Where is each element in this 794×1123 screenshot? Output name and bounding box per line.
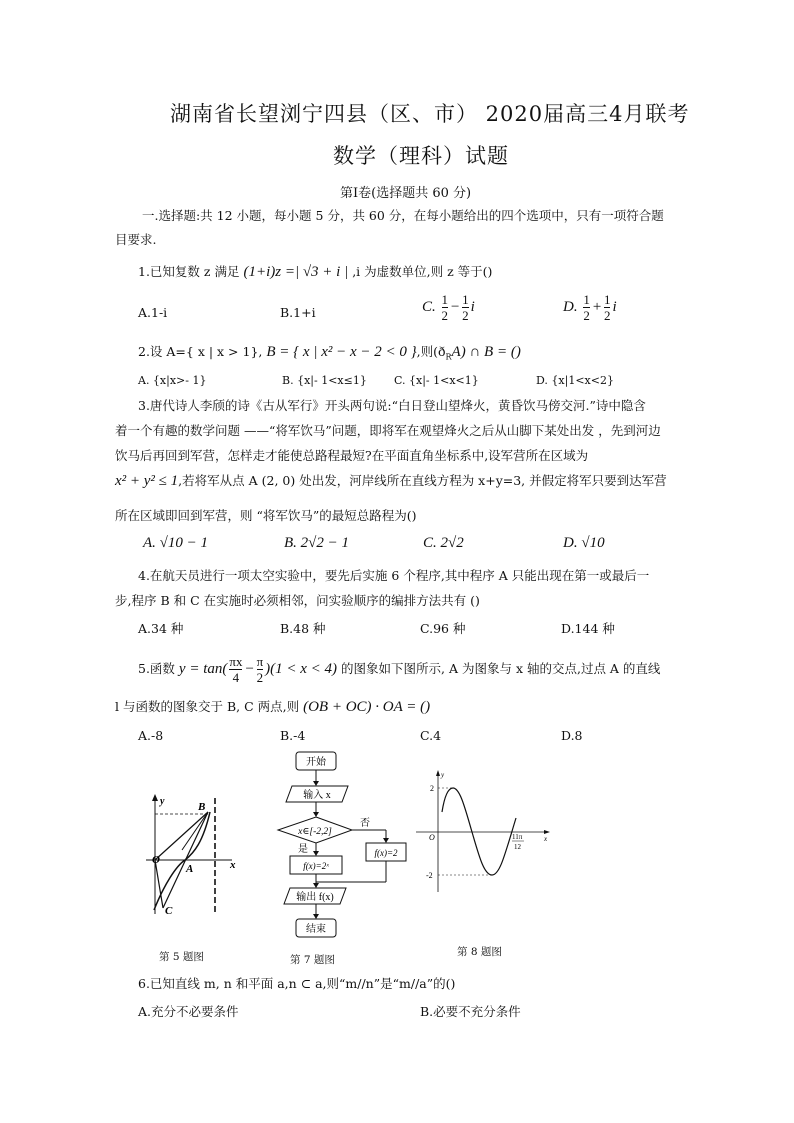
q1-d-frac2: $\frac{1}{2}$ <box>603 292 611 323</box>
fig8-label-2: 2 <box>430 784 434 793</box>
q2-stem-end: A) ∩ B = () <box>451 344 521 360</box>
page-subtitle: 数学（理科）试题 <box>333 144 509 168</box>
q2-option-b: B. {x|- 1<x≤1} <box>282 374 367 387</box>
figure-5 <box>140 790 250 920</box>
q5-option-b: B.-4 <box>280 728 306 743</box>
q1-option-c <box>422 292 475 323</box>
fig8-label-11pi: 11π <box>512 833 523 841</box>
fig8-label-o: O <box>429 833 435 842</box>
q4-option-a: A.34 种 <box>138 621 184 636</box>
q1-c-frac1: $\frac{1}{2}$ <box>441 292 449 323</box>
fig5-label-y: y <box>160 796 165 807</box>
fc-output-text: 输出 f(x) <box>296 892 334 903</box>
q2-stem-prefix: 2.设 A={ x | x > 1}, <box>138 344 263 359</box>
q5-stem-prefix: 5.函数 <box>138 660 175 676</box>
fig7-caption: 第 7 题图 <box>290 954 335 966</box>
q3-region-formula: x² + y² ≤ 1 <box>115 473 179 489</box>
q4-option-d: D.144 种 <box>561 621 615 636</box>
q2-option-a: A. {x|x>- 1} <box>138 374 207 387</box>
q3-line-4 <box>115 471 667 491</box>
q4-line-2: 步,程序 B 和 C 在实施时必须相邻，问实验顺序的编排方法共有 () <box>115 593 480 608</box>
q3-option-c: C. 2√2 <box>423 535 464 551</box>
fig8-label-x: x <box>544 835 548 843</box>
fc-end-text: 结束 <box>306 924 326 935</box>
fig5-label-b: B <box>198 801 206 813</box>
instructions-line-2: 目要求. <box>115 232 157 247</box>
fig5-segment-oc <box>155 860 163 908</box>
figure-7-flowchart <box>268 748 413 944</box>
q4-option-c: C.96 种 <box>420 621 466 636</box>
q6-option-a: A.充分不必要条件 <box>138 1004 239 1019</box>
q5-function: y = tan( $\frac{\pi x}{4}$ − $\frac{\pi}{2}$ )(1 < x < 4) <box>178 654 338 685</box>
fig5-label-c: C <box>165 905 173 917</box>
q1-option-b: B.1+i <box>280 305 316 320</box>
fig5-label-o: O <box>152 854 160 866</box>
q1-stem-prefix: 1.已知复数 z 满足 <box>138 264 240 279</box>
q1-c-frac2: $\frac{1}{2}$ <box>462 292 469 323</box>
q4-line-1: 4.在航天员进行一项太空实验中，要先后实施 6 个程序,其中程序 A 只能出现在第一或最后一 <box>138 568 650 583</box>
section-heading: 第I卷(选择题共 60 分) <box>340 186 472 201</box>
q5-line-1 <box>138 654 660 685</box>
q1-c-label: C. <box>422 298 436 315</box>
q1-d-i: i <box>612 298 617 315</box>
q3-line-5: 所在区域即回到军营，则 “将军饮马”的最短总路程为() <box>115 508 417 523</box>
q1-option-d <box>563 292 617 323</box>
q5-line-2 <box>115 697 430 717</box>
fc-yes-branch-text: f(x)=2ˣ <box>303 861 329 871</box>
q6-stem: 6.已知直线 m, n 和平面 a,n ⊂ a,则“m//n”是“m//a”的() <box>138 976 456 991</box>
fig8-sine-curve <box>442 788 516 875</box>
q3-line-1: 3.唐代诗人李颀的诗《古从军行》开头两句说:“白日登山望烽火，黄昏饮马傍交河.”诗中隐含 <box>138 398 646 413</box>
page-title: 湖南省长望浏宁四县（区、市） 2020届高三4月联考 <box>170 102 690 126</box>
q2-sub-r: R <box>445 352 452 362</box>
q2-option-d: D. {x|1<x<2} <box>536 374 614 387</box>
q1-d-label: D. <box>563 298 578 315</box>
q1-stem-suffix: ,i 为虚数单位,则 z 等于() <box>352 264 493 279</box>
q5-option-d: D.8 <box>561 728 583 743</box>
q1-d-op: + <box>591 298 602 315</box>
q5-stem-suffix: 的图象如下图所示, A 为图象与 x 轴的交点,过点 A 的直线 <box>341 660 661 676</box>
fc-yes-label: 是 <box>298 844 308 855</box>
q4-option-b: B.48 种 <box>280 621 326 636</box>
fig8-caption: 第 8 题图 <box>457 946 502 958</box>
q2-stem-suffix: ,则(ð <box>416 344 446 359</box>
q1-c-op: − <box>450 298 461 315</box>
q5-vector-formula: (OB + OC) · OA = () <box>303 699 431 715</box>
fig5-y-arrow <box>152 794 158 801</box>
fig8-label-neg2: -2 <box>426 871 433 880</box>
q3-option-a: A. √10 − 1 <box>143 535 209 551</box>
q1-option-a: A.1-i <box>138 305 168 320</box>
q2-option-c: C. {x|- 1<x<1} <box>394 374 479 387</box>
q1-stem <box>138 262 492 282</box>
figure-8 <box>408 768 558 898</box>
q3-line-4-text: ,若将军从点 A (2, 0) 处出发，河岸线所在直线方程为 x+y=3, 并假定将军只要到达军营 <box>178 473 667 488</box>
q5-option-c: C.4 <box>420 728 442 743</box>
q3-option-d: D. √10 <box>563 535 605 551</box>
fig8-label-y: y <box>441 771 445 779</box>
q1-d-frac1: $\frac{1}{2}$ <box>583 292 590 323</box>
fig5-caption: 第 5 题图 <box>159 951 204 963</box>
fig5-label-a: A <box>186 863 194 875</box>
q3-line-3: 饮马后再回到军营，怎样走才能使总路程最短?在平面直角坐标系中,设军营所在区域为 <box>115 448 589 463</box>
q5-line-2-prefix: l 与函数的图象交于 B, C 两点,则 <box>115 699 300 714</box>
q3-option-b: B. 2√2 − 1 <box>284 535 350 551</box>
q6-option-b: B.必要不充分条件 <box>420 1004 521 1019</box>
fc-input-text: 输入 x <box>303 790 331 801</box>
fig5-segment-ob <box>155 812 208 860</box>
fc-no-branch-text: f(x)=2 <box>374 848 398 858</box>
fc-decision-text: x∈[-2,2] <box>298 827 332 837</box>
q2-set-b: B = { x | x² − x − 2 < 0 } <box>266 344 417 360</box>
fc-no-label: 否 <box>360 818 370 829</box>
q1-formula: (1+i)z =| √3 + i | <box>243 264 349 280</box>
q1-c-i: i <box>470 298 475 315</box>
fig5-label-x: x <box>230 859 236 871</box>
fc-start-text: 开始 <box>306 757 326 768</box>
instructions-line-1: 一.选择题:共 12 小题，每小题 5 分，共 60 分，在每小题给出的四个选项中，只有一项符合题 <box>142 208 664 223</box>
q2-stem <box>138 342 521 368</box>
q3-line-2: 着一个有趣的数学问题 ——“将军饮马”问题，即将军在观望烽火之后从山脚下某处出发 ，先到河边 <box>115 423 661 438</box>
q5-option-a: A.-8 <box>138 728 164 743</box>
fig8-label-12: 12 <box>514 843 521 851</box>
